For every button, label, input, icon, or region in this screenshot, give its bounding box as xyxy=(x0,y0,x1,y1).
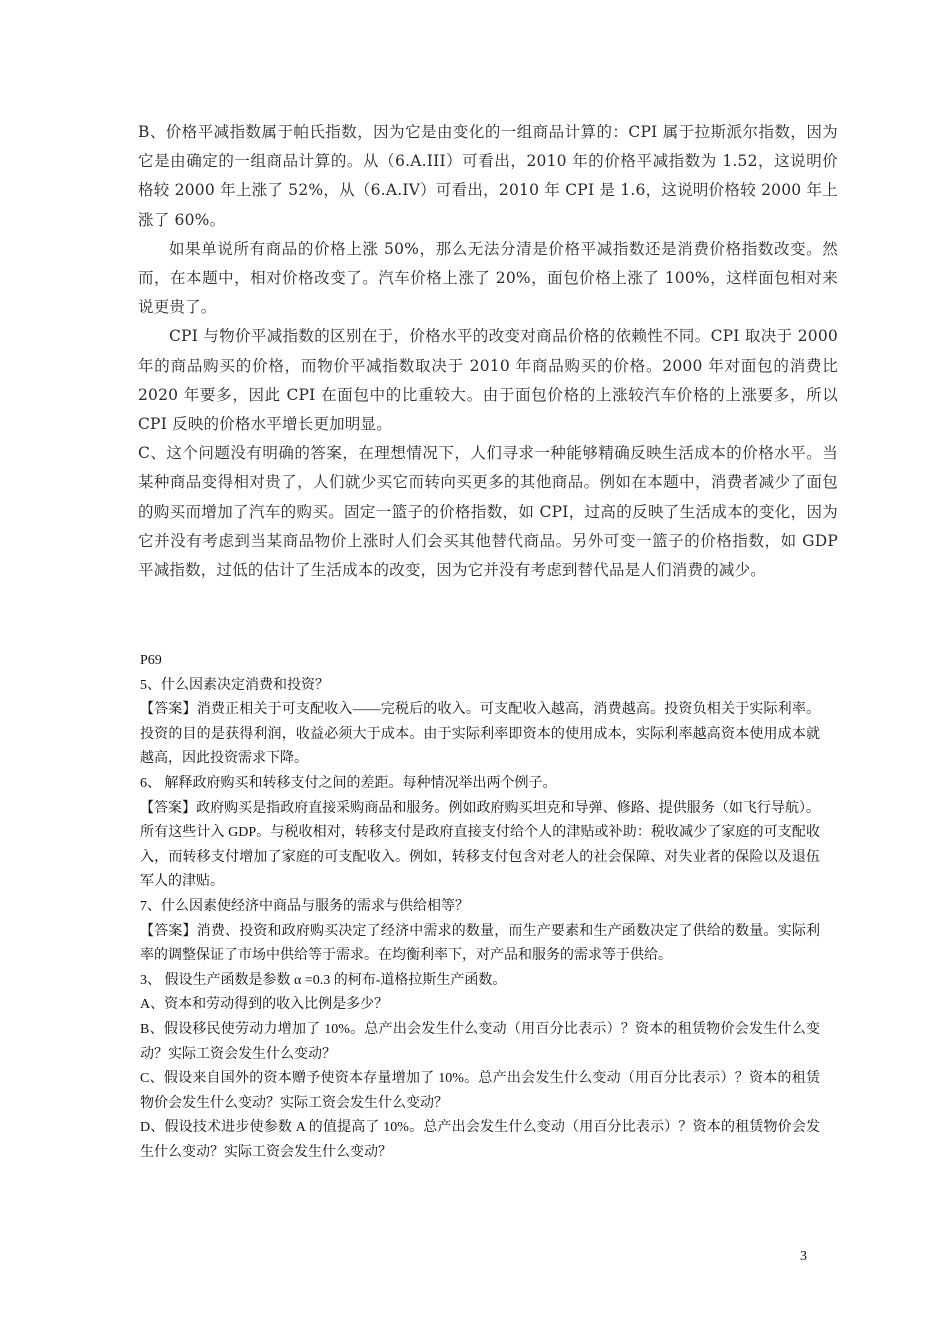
question-7: 7、什么因素使经济中商品与服务的需求与供给相等？ xyxy=(140,898,469,914)
answer-7: 【答案】消费、投资和政府购买决定了经济中需求的数量，而生产要素和生产函数决定了供给的数量。实际利率的调整保证了市场中供给等于需求。在均衡利率下，对产品和服务的需求等于供给。 xyxy=(140,923,820,964)
question-5: 5、什么因素决定消费和投资？ xyxy=(140,677,329,693)
problem-3: 3、 假设生产函数是参数 α =0.3 的柯布-道格拉斯生产函数。 xyxy=(140,972,507,988)
typed-questions-block xyxy=(140,649,820,1165)
answer-6: 【答案】政府购买是指政府直接采购商品和服务。例如政府购买坦克和导弹、修路、提供服务（如飞行导航）。所有这些计入 GDP。与税收相对，转移支付是政府直接支付给个人的津贴或补助：税收减少了家庭的可支配收入，而转移支付增加了家庭的可支配收入。例如，转移支付包含对老人的社会保障、对失业者的保险以及退伍军人的津贴。 xyxy=(140,800,820,890)
paragraph-c-answer: C、这个问题没有明确的答案，在理想情况下，人们寻求一种能够精确反映生活成本的价格水平。当某种商品变得相对贵了，人们就少买它而转向买更多的其他商品。例如在本题中，消费者减少了面包的购买而增加了汽车的购买。固定一篮子的价格指数，如 CPI，过高的反映了生活成本的变化，因为它并没有考虑到当某商品物价上涨时人们会买其他替代商品。另外可变一篮子的价格指数，如 GDP 平减指数，过低的估计了生活成本的改变，因为它并没有考虑到替代品是人们消费的减少。 xyxy=(138,444,838,580)
page-number: 3 xyxy=(800,1249,807,1264)
paragraph-relative-price: 如果单说所有商品的价格上涨 50%，那么无法分清是价格平减指数还是消费价格指数改变。然而，在本题中，相对价格改变了。汽车价格上涨了 20%，面包价格上涨了 100%，这样面包相对来说更贵了。 xyxy=(138,239,838,317)
problem-3-part-a: A、资本和劳动得到的收入比例是多少？ xyxy=(140,997,389,1013)
problem-3-part-b: B、假设移民使劳动力增加了 10%。总产出会发生什么变动（用百分比表示）？资本的租赁物价会发生什么变动？实际工资会发生什么变动？ xyxy=(140,1021,820,1062)
question-6: 6、 解释政府购买和转移支付之间的差距。每种情况举出两个例子。 xyxy=(140,775,557,791)
answer-5: 【答案】消费正相关于可支配收入——完税后的收入。可支配收入越高，消费越高。投资负相关于实际利率。投资的目的是获得利润，收益必须大于成本。由于实际利率即资本的使用成本，实际利率越高资本使用成本就越高，因此投资需求下降。 xyxy=(140,702,820,767)
page-reference: P69 xyxy=(140,653,162,668)
problem-3-part-c: C、假设来自国外的资本赠予使资本存量增加了 10%。总产出会发生什么变动（用百分比表示）？资本的租赁物价会发生什么变动？实际工资会发生什么变动？ xyxy=(140,1071,820,1111)
paragraph-cpi-vs-deflator: CPI 与物价平减指数的区别在于，价格水平的改变对商品价格的依赖性不同。CPI 取决于 2000 年的商品购买的价格，而物价平减指数取决于 2010 年商品购买的价格。2000 年对面包的消费比 2020 年要多，因此 CPI 在面包中的比重较大。由于面包价格的上涨较汽车价格的上涨要多，所以 CPI 反映的价格水平增长更加明显。 xyxy=(138,327,838,434)
problem-3-part-d: D、假设技术进步使参数 A 的值提高了 10%。总产出会发生什么变动（用百分比表示）？资本的租赁物价会发生什么变动？实际工资会发生什么变动？ xyxy=(140,1120,820,1160)
paragraph-b-answer: B、价格平减指数属于帕氏指数，因为它是由变化的一组商品计算的：CPI 属于拉斯派尔指数，因为它是由确定的一组商品计算的。从（6.A.III）可看出，2010 年的价格平减指数为 1.52，这说明价格较 2000 年上涨了 52%，从（6.A.IV）可看出，2010 年 CPI 是 1.6，这说明价格较 2000 年上涨了 60%。 xyxy=(138,123,838,229)
scanned-answer-block xyxy=(138,118,838,585)
